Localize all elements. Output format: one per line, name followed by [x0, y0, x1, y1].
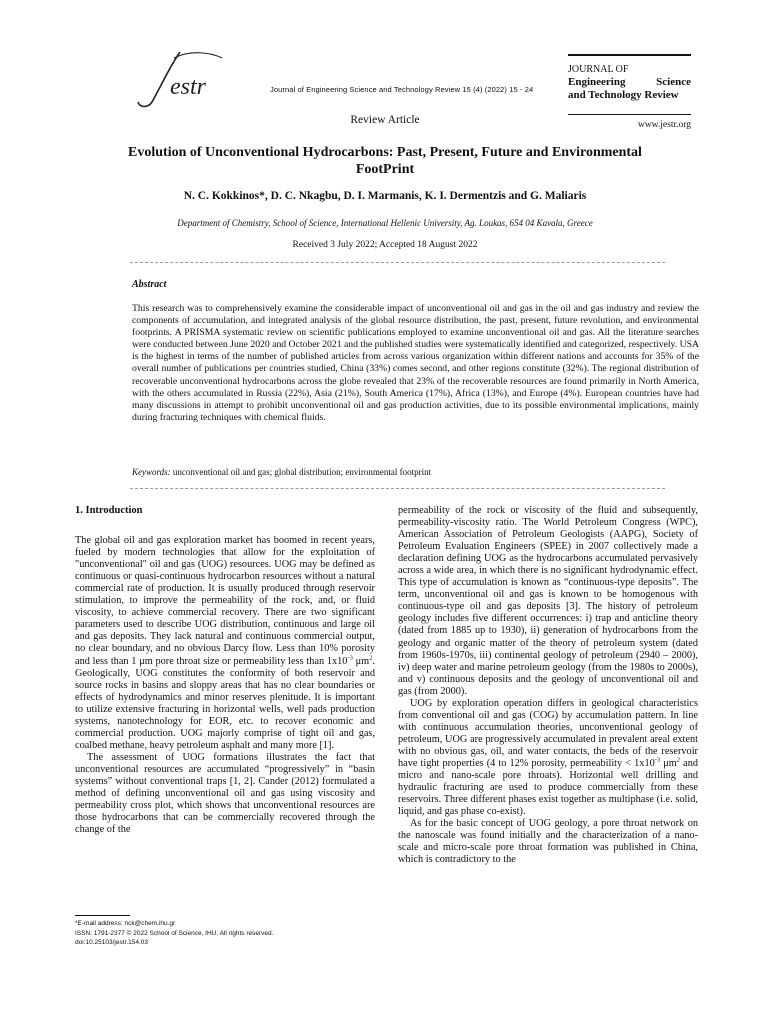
body-column-left — [75, 505, 375, 836]
svg-text:estr: estr — [170, 74, 206, 100]
paragraph: As for the basic concept of UOG geology, a pore throat network on the nanoscale was found initially and the characterization of a nano-scale and micro-scale pore throat formation was published in China, which is contradictory to the — [398, 818, 698, 866]
divider-bottom — [130, 488, 665, 489]
keywords-label: Keywords: — [132, 467, 171, 477]
journal-citation: Journal of Engineering Science and Technology Review 15 (4) (2022) 15 - 24 — [270, 85, 534, 94]
journal-name-word-1: Engineering — [568, 76, 626, 88]
body-column-right — [398, 505, 698, 866]
issn-notice: ISSN: 1791-2377 © 2022 School of Science, IHU. All rights reserved. — [75, 929, 274, 937]
journal-name-box — [568, 54, 691, 131]
affiliation: Department of Chemistry, School of Science, International Hellenic University, Ag. Loukas, 654 04 Kavala, Greece — [177, 218, 593, 228]
corresponding-email[interactable]: *E-mail address: nck@chem.ihu.gr — [75, 920, 176, 927]
paragraph: UOG by exploration operation differs in geological characteristics from conventional oil and gas (COG) by accumulation pattern. In line with continuous accumulation theories, unconventional geology of petroleum, UOG are progressively accumulated in prevalent areal extent with no obvious gas, oil, and water contacts, the beds of the reservoir have tight properties (4 to 12% porosity, permeability < $1x10^{-3}$ $\mu m^2$ and micro and nano-scale pore throats). Horizontal well drilling and hydraulic fracturing are used to produce commercially from these reservoirs. Three different phases exist together as multiphase (i.e. solid, liquid, and gas phase co-exist). — [398, 697, 698, 818]
divider-top — [130, 262, 665, 263]
doi[interactable]: doi:10.25103/jestr.154.03 — [75, 939, 149, 946]
section-heading: 1. Introduction — [75, 505, 143, 516]
keywords-list: unconventional oil and gas; global distribution; environmental footprint — [170, 467, 432, 477]
article-type: Review Article — [350, 114, 420, 126]
journal-url[interactable]: www.jestr.org — [568, 114, 691, 131]
journal-name-line-2: and Technology Review — [568, 88, 679, 101]
journal-of-label: JOURNAL OF — [568, 64, 629, 75]
keywords — [132, 467, 699, 477]
journal-name — [568, 76, 691, 101]
abstract-heading: Abstract — [132, 279, 167, 290]
jestr-logo-icon — [130, 48, 230, 112]
footnote — [75, 915, 375, 948]
article-title: Evolution of Unconventional Hydrocarbons: Past, Present, Future and Environmental FootPrint — [128, 145, 642, 177]
journal-name-word-2: Science — [656, 76, 691, 88]
paragraph: permeability of the rock or viscosity of the fluid and subsequently, permeability-viscosity ratio. The World Petroleum Congress (WPC), American Association of Petroleum Geologists (AAPG), Society of Petroleum Evaluation Engineers (SPEE) in 2007 collectively made a declaration defining UOG as the hydrocarbons accumulated pervasively across a wide area, in which there is no significant hydrodynamic effect. This type of accumulation is known as “continuous-type deposits”. The term, unconventional oil and gas is known to be homogenous with continuous-type oil and gas deposits [3]. The history of petroleum geology includes five different occurrences: i) trap and anticline theory (dated from 1885 up to 1930), ii) generation of hydrocarbons from the geology and organic matter of the theory of petroleum system (dated from 1960s-1970s, iii) continental geology of petroleum (2940 – 2000), iv) deep water and marine petroleum geology (from the 1980s to 2000s), and v) continuous deposits and the geology of unconventional oil and gas (from 2000). — [398, 505, 698, 697]
author-list: N. C. Kokkinos*, D. C. Nkagbu, D. I. Marmanis, K. I. Dermentzis and G. Maliaris — [183, 190, 587, 202]
paragraph: The assessment of UOG formations illustrates the fact that unconventional resources are accumulated “progressively” in “basin systems” without conventional traps [1, 2]. Cander (2012) formulated a method of defining unconventional oil and gas using viscosity and permeability cross plot, which shows that unconventional resources are those hydrocarbons that can be commercially recovered through the change of the — [75, 751, 375, 836]
journal-logo — [130, 48, 230, 112]
abstract-text: This research was to comprehensively examine the considerable impact of unconventional oil and gas in the oil and gas industry and review the components of accumulation, and integrated analysis of the global resource distribution, the past, present, future revolution, and environmental footprints. A PRISMA systematic review on scientific publications employed to examine unconventional oil and gas. All the literature searches were conducted between June 2020 and October 2021 and the published studies were systematically identified and categorized, respectively. USA is the highest in terms of the number of published articles from across various organization within different nations and accounts for 35% of the overall number of publications per countries studied, China (33%) comes second, and other regions constitute (32%). The regional distribution of recoverable unconventional hydrocarbons across the globe revealed that 23% of the recoverable resources are found primarily in North America, with the others accumulated in Russia (22%), Asia (21%), South America (17%), Africa (13%), and Europe (4%). European countries have had many discussions in attempt to prohibit unconventional oil and gas production activities, due to its possible environmental implications, mainly during fracturing techniques with chemical fluids. — [132, 303, 699, 423]
received-dates: Received 3 July 2022; Accepted 18 August 2022 — [292, 240, 478, 250]
footnote-rule — [75, 915, 130, 916]
paragraph: The global oil and gas exploration market has boomed in recent years, fueled by modern technologies that allow for the exploitation of "unconventional" oil and gas (UOG) resources. UOG may be defined as continuous or quasi-continuous hydrocarbon resources without a natural commercial rate of production. It is usually produced through reservoir stimulation, to improve the permeability of the rock, and, or fluid viscosity, to achieve commercial recovery. There are two significant parameters used to describe UOG distribution, continuous and large oil and gas deposits. They lack natural and continuous commercial output, no clear boundary, and no obvious Darcy flow. Less than 10% porosity and less than 1 μm pore throat size or permeability less than $1x10^{-3}$ $\mu m^2$. Geologically, UOG constitutes the conformity of both reservoir and source rocks in basins and sloppy areas that has no clear boundaries or effects of hydrodynamics and minor reserves plenitude. It is important to utilize extensive fracturing in horizontal wells, well pads production systems, nanotechnology for EOR, etc. to recover economic and commercial production. UOG majorly comprise of tight oil and gas, coalbed methane, heavy petroleum asphalt and many more [1]. — [75, 535, 375, 751]
